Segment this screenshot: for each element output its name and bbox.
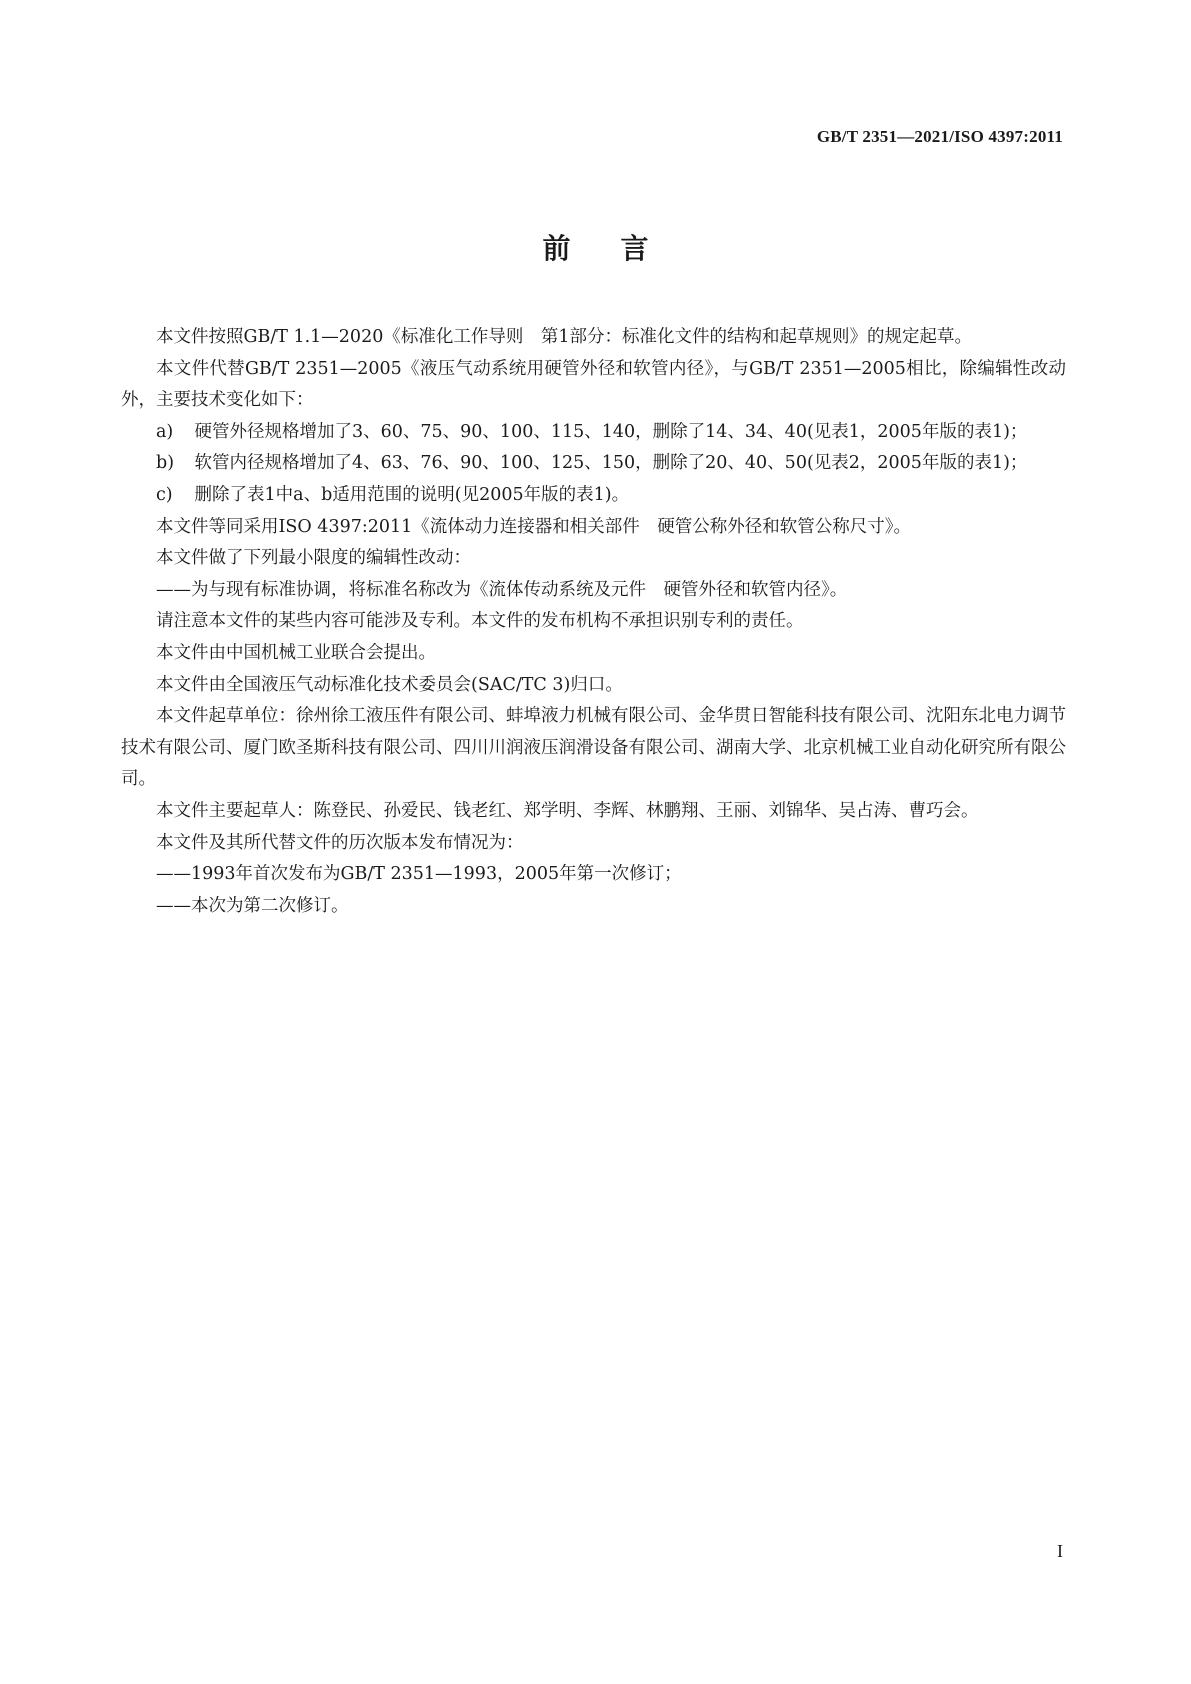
page-number: I (1057, 1541, 1063, 1561)
page-title: 前言 (542, 232, 699, 265)
paragraph-name-change: ——为与现有标准协调，将标准名称改为《流体传动系统及元件 硬管外径和软管内径》。 (156, 579, 848, 600)
list-item-c (121, 480, 1066, 512)
list-item-label: c) (156, 484, 173, 505)
list-item-text: 硬管外径规格增加了3、60、75、90、100、115、140，删除了14、34、40(见表1，2005年版的表1)； (194, 421, 1028, 442)
list-item-text: 软管内径规格增加了4、63、76、90、100、125、150，删除了20、40、50(见表2，2005年版的表1)； (194, 453, 1028, 474)
list-item-b (121, 448, 1066, 480)
paragraph-history-1993: ——1993年首次发布为GB/T 2351—1993，2005年第一次修订； (156, 864, 682, 885)
paragraph-editorial-changes: 本文件做了下列最小限度的编辑性改动： (156, 548, 471, 569)
paragraph-patent-notice: 请注意本文件的某些内容可能涉及专利。本文件的发布机构不承担识别专利的责任。 (156, 611, 804, 632)
paragraph-drafting-rules: 本文件按照GB/T 1.1—2020《标准化工作导则 第1部分：标准化文件的结构和起草规则》的规定起草。 (156, 327, 972, 347)
paragraph-drafters: 本文件主要起草人：陈登民、孙爱民、钱老红、郑学明、李辉、林鹏翔、王丽、刘锦华、吴占涛、曹巧会。 (156, 800, 979, 821)
list-item-text: 删除了表1中a、b适用范围的说明(见2005年版的表1)。 (194, 484, 630, 505)
foreword-body (121, 322, 1066, 922)
paragraph-replacement: 本文件代替GB/T 2351—2005《液压气动系统用硬管外径和软管内径》，与GB/T 2351—2005相比，除编辑性改动外，主要技术变化如下： (121, 358, 1066, 411)
list-item-a (121, 417, 1066, 449)
paragraph-iso-adoption: 本文件等同采用ISO 4397:2011《流体动力连接器和相关部件 硬管公称外径和软管公称尺寸》。 (156, 516, 912, 537)
paragraph-drafting-units: 本文件起草单位：徐州徐工液压件有限公司、蚌埠液力机械有限公司、金华贯日智能科技有限公司、沈阳东北电力调节技术有限公司、厦门欧圣斯科技有限公司、四川川润液压润滑设备有限公司、湖南大学、北京机械工业自动化研究所有限公司。 (121, 706, 1066, 790)
paragraph-proposer: 本文件由中国机械工业联合会提出。 (156, 642, 436, 663)
document-code: GB/T 2351—2021/ISO 4397:2011 (816, 127, 1063, 146)
paragraph-history-current: ——本次为第二次修订。 (156, 895, 349, 916)
list-item-label: a) (156, 421, 174, 442)
list-item-label: b) (156, 453, 175, 474)
paragraph-version-history: 本文件及其所代替文件的历次版本发布情况为： (156, 832, 524, 853)
paragraph-committee: 本文件由全国液压气动标准化技术委员会(SAC/TC 3)归口。 (156, 674, 623, 695)
